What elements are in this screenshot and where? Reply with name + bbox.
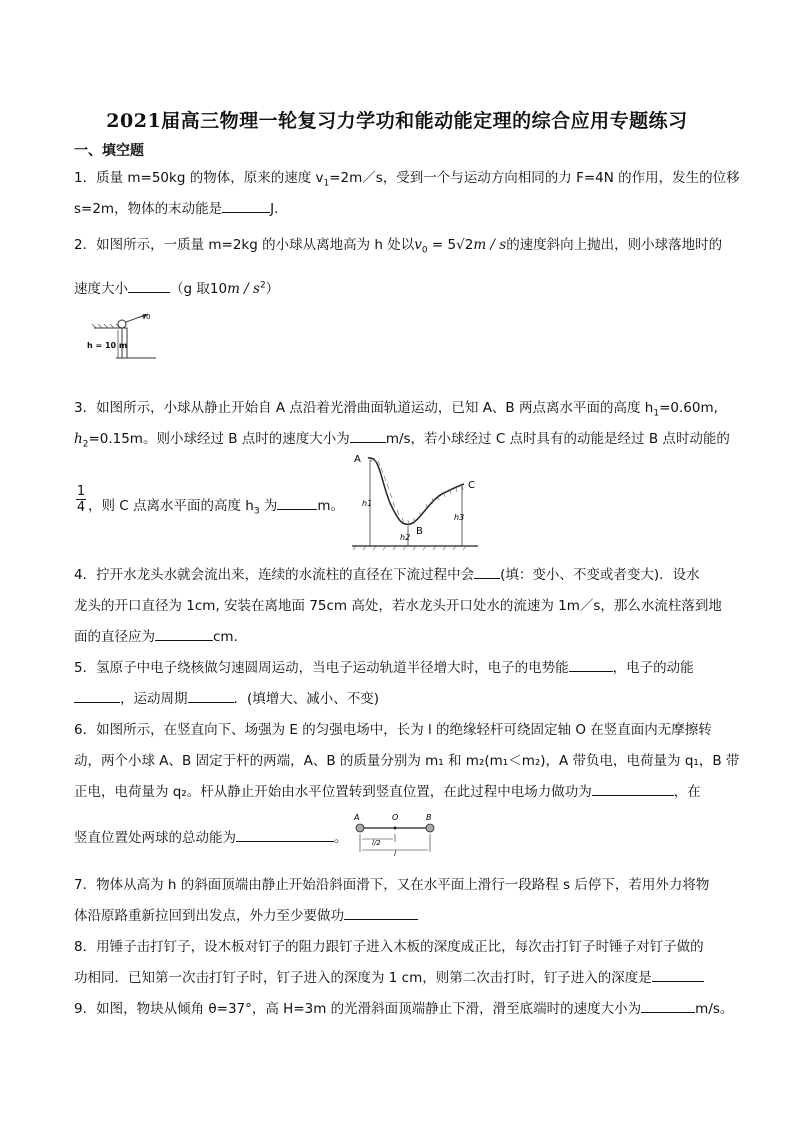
q3-fig-h2: h2 (400, 533, 411, 542)
q2-cliff-figure (86, 312, 166, 362)
q7-line1: 7．物体从高为 h 的斜面顶端由静止开始沿斜面滑下，又在水平面上滑行一段路程 s 后停下，若用外力将物 (74, 877, 710, 893)
q1-sub: 1 (323, 178, 330, 189)
answer-blank[interactable] (236, 827, 334, 842)
q7-line2 (74, 904, 418, 924)
q2-text-d: （g 取 (170, 281, 210, 297)
q6-text-c: 竖直位置处两球的总动能为 (74, 830, 236, 846)
q1-text-c: s=2m，物体的末动能是 (74, 201, 223, 217)
q6-text-b: ，在 (673, 784, 701, 800)
q6-line3 (74, 780, 701, 800)
q6-fig-l: l (394, 850, 396, 856)
q3-fig-h1: h1 (362, 499, 373, 508)
q9-text-b: m/s。 (695, 1001, 734, 1017)
answer-blank[interactable] (74, 688, 120, 703)
answer-blank[interactable] (474, 564, 500, 579)
q5-text-c: ，运动周期 (120, 691, 188, 707)
q3-fig-h3: h3 (454, 513, 465, 522)
q4-text-c: 面的直径应为 (74, 629, 155, 645)
q3-fraction (76, 484, 86, 515)
q4-line1 (74, 563, 700, 583)
q4-text-d: cm. (213, 629, 238, 645)
q6-text-d: 。 (334, 830, 348, 846)
q3-frac-den: 4 (76, 500, 86, 515)
q2-formula-sub: 0 (421, 245, 428, 256)
answer-blank[interactable] (155, 626, 213, 641)
q3-text-a: 3．如图所示，小球从静止开始自 A 点沿着光滑曲面轨道运动，已知 A、B 两点离水平面的高度 h (74, 400, 654, 416)
q6-fig-b: B (426, 813, 432, 822)
q2-text-b: 的速度斜向上抛出，则小球落地时的 (506, 237, 723, 253)
q8-text-a: 功相同．已知第一次击打钉子时，钉子进入的深度为 1 cm，则第二次击打时，钉子进入的深度是 (74, 970, 652, 986)
q3-text-c: =0.15m。则小球经过 B 点时的速度大小为 (88, 431, 350, 447)
q3-sub1: 1 (653, 408, 660, 419)
q2-fig-v0: v0 (142, 313, 151, 321)
q2-fig-h: h = 10 m (87, 341, 128, 350)
q1-text-a: 1．质量 m=50kg 的物体，原来的速度 v (74, 170, 324, 186)
q6-fig-o: O (392, 813, 399, 822)
q1-line2 (74, 197, 278, 217)
q2-g-unit: m / s (227, 281, 260, 297)
q6-line1: 6．如图所示，在竖直向下、场强为 E 的匀强电场中，长为 l 的绝缘轻杆可绕固定轴 O 在竖直面内无摩擦转 (74, 722, 712, 738)
answer-blank[interactable] (350, 428, 386, 443)
q8-line1: 8．用锤子击打钉子，设木板对钉子的阻力跟钉子进入木板的深度成正比，每次击打钉子时锤子对钉子做的 (74, 939, 704, 955)
answer-blank[interactable] (222, 198, 270, 213)
q6-fig-half: l/2 (372, 839, 381, 847)
q4-text-b: (填：变小、不变或者变大)．设水 (500, 567, 700, 583)
answer-blank[interactable] (344, 905, 418, 920)
q6-line2: 动，两个小球 A、B 固定于杆的两端，A、B 的质量分别为 m₁ 和 m₂(m₁＜m₂)，A 带负电，电荷量为 q₁，B 带 (74, 753, 740, 769)
q3-fig-a: A (354, 454, 361, 465)
q3-frac-num: 1 (76, 484, 86, 499)
q2-formula-v: v (414, 237, 422, 253)
q2-line2 (74, 277, 279, 297)
q3-fig-b: B (416, 526, 423, 537)
answer-blank[interactable] (592, 781, 674, 796)
q3-line1 (74, 396, 718, 419)
q4-line2: 龙头的开口直径为 1cm, 安装在离地面 75cm 高处，若水龙头开口处水的流速为 1m／s，那么水流柱落到地 (74, 598, 722, 614)
q6-line4 (74, 826, 348, 846)
q5-text-d: ．(填增大、减小、不变) (233, 691, 380, 707)
q7-text-a: 体沿原路重新拉回到出发点，外力至少要做功 (74, 908, 344, 924)
q3-sub3: 3 (253, 506, 260, 517)
q2-g-sup: 2 (259, 280, 266, 291)
q3-track-figure (350, 448, 482, 552)
q3-text-e: ，则 C 点离水平面的高度 h (88, 498, 254, 514)
q4-line3 (74, 625, 238, 645)
q2-formula-unit: m / s (473, 237, 507, 253)
q9-line1 (74, 997, 733, 1017)
answer-blank[interactable] (188, 688, 234, 703)
answer-blank[interactable] (277, 495, 317, 510)
q1-text-b: =2m／s，受到一个与运动方向相同的力 F=4N 的作用，发生的位移 (329, 170, 740, 186)
q3-text-g: m。 (317, 498, 345, 514)
q5-text-a: 5．氢原子中电子绕核做匀速圆周运动，当电子运动轨道半径增大时，电子的电势能 (74, 660, 569, 676)
answer-blank[interactable] (569, 657, 613, 672)
q3-sub2: 2 (82, 439, 89, 450)
answer-blank[interactable] (641, 998, 695, 1013)
q4-text-a: 4．拧开水龙头水就会流出来，连续的水流柱的直径在下流过程中会 (74, 567, 475, 583)
q6-rod-figure (350, 812, 440, 856)
q2-text-e: ） (265, 281, 280, 297)
page-title: 2021届高三物理一轮复习力学功和能动能定理的综合应用专题练习 (106, 110, 688, 132)
q3-line3 (88, 494, 344, 517)
q3-text-b: =0.60m, (659, 400, 718, 416)
section-heading: 一、填空题 (74, 143, 144, 159)
q5-line1 (74, 656, 694, 676)
q5-text-b: ，电子的动能 (612, 660, 694, 676)
q3-fig-c: C (468, 480, 475, 491)
q2-text-c: 速度大小 (74, 281, 128, 297)
q2-g-value: 10 (209, 281, 228, 297)
q6-text-a: 正电，电荷量为 q₂。杆从静止开始由水平位置转到竖直位置，在此过程中电场力做功为 (74, 784, 592, 800)
q2-line1 (74, 233, 722, 256)
q1-unit: J. (270, 201, 279, 217)
q8-line2 (74, 966, 704, 986)
q3-text-f: 为 (259, 498, 278, 514)
q6-fig-a: A (354, 813, 360, 822)
answer-blank[interactable] (652, 967, 704, 982)
q3-h2: h (74, 431, 83, 447)
q5-line2 (74, 687, 379, 707)
q9-text-a: 9．如图，物块从倾角 θ=37°，高 H=3m 的光滑斜面顶端静止下滑，滑至底端时的速度大小为 (74, 1001, 642, 1017)
q3-text-d: m/s，若小球经过 C 点时具有的动能是经过 B 点时动能的 (385, 431, 730, 447)
q3-line2 (74, 427, 730, 450)
q2-formula-eq: = 5√2 (427, 237, 474, 253)
answer-blank[interactable] (128, 278, 170, 293)
q2-text-a: 2．如图所示，一质量 m=2kg 的小球从离地高为 h 处以 (74, 237, 415, 253)
q1-line1 (74, 166, 740, 189)
